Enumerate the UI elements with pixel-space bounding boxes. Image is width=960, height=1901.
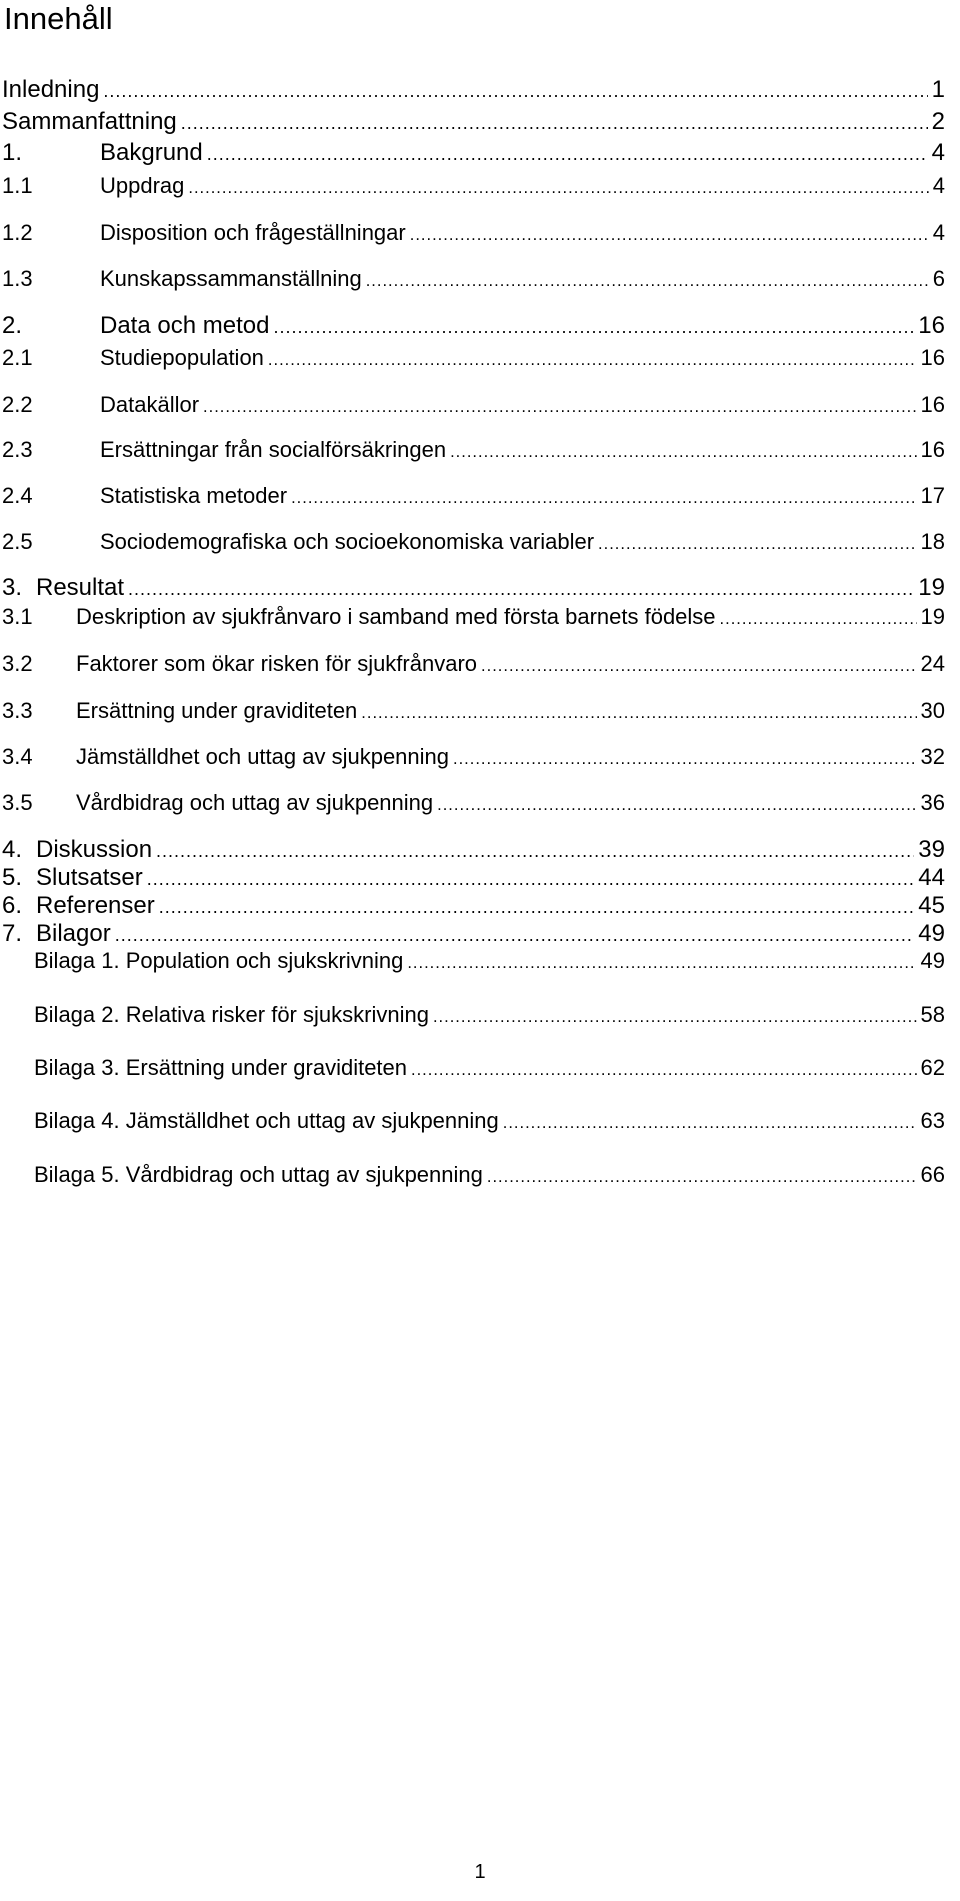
dot-leader [481, 658, 916, 675]
toc-entry-number: 1. [2, 139, 23, 166]
toc-entry[interactable] [0, 922, 945, 946]
dot-leader [291, 490, 916, 507]
toc-entry-title: Referenser [36, 892, 155, 919]
toc-entry-title: Bilaga 4. Jämställdhet och uttag av sjukpenning [34, 1108, 499, 1133]
dot-leader [103, 82, 927, 100]
toc-entry-page: 30 [920, 698, 945, 723]
toc-entry-page: 18 [920, 529, 945, 554]
toc-entry-page: 63 [920, 1108, 945, 1133]
toc-entry[interactable] [0, 838, 945, 862]
toc-entry-page: 16 [920, 392, 945, 417]
toc-entry-title: Kunskapssammanställning [100, 266, 362, 291]
dot-leader [147, 870, 915, 888]
toc-entry-title: Slutsatser [36, 864, 143, 891]
toc-entry-number: 4. [2, 836, 23, 863]
toc-entry-title: Bilaga 1. Population och sjukskrivning [34, 948, 404, 973]
toc-entry[interactable] [0, 792, 945, 814]
toc-entry-page: 45 [918, 892, 945, 919]
toc-entry-page: 66 [920, 1162, 945, 1187]
dot-leader [450, 444, 916, 461]
toc-entry-page: 58 [920, 1002, 945, 1027]
toc-entry-page: 39 [918, 836, 945, 863]
dot-leader [268, 352, 917, 369]
toc-entry[interactable] [0, 314, 945, 338]
toc-entry[interactable] [0, 700, 945, 722]
toc-entry-number: 2.4 [2, 483, 33, 508]
toc-entry-page: 19 [918, 574, 945, 601]
toc-entry-number: 1.2 [2, 220, 33, 245]
toc-entry-page: 19 [920, 604, 945, 629]
toc-entry-title: Resultat [36, 574, 125, 601]
toc-entry-number: 6. [2, 892, 23, 919]
toc-entry-number: 2. [2, 312, 23, 339]
toc-entry-number: 3.1 [2, 604, 33, 629]
toc-entry-title: Uppdrag [100, 173, 185, 198]
toc-entry-page: 16 [920, 345, 945, 370]
toc-entry-page: 4 [932, 220, 945, 245]
toc-entry[interactable] [0, 1057, 945, 1079]
toc-entry-number: 2.5 [2, 529, 33, 554]
toc-entry-number: 2.3 [2, 437, 33, 462]
dot-leader [181, 114, 928, 132]
toc-entry-title: Diskussion [36, 836, 153, 863]
dot-leader [410, 227, 929, 244]
toc-entry[interactable] [0, 746, 945, 768]
dot-leader [598, 536, 916, 553]
toc-entry[interactable] [0, 531, 945, 553]
dot-leader [453, 751, 917, 768]
dot-leader [433, 1009, 917, 1026]
toc-entry[interactable] [0, 1004, 945, 1026]
dot-leader [437, 797, 916, 814]
toc-entry-page: 6 [932, 266, 945, 291]
toc-entry-title: Studiepopulation [100, 345, 264, 370]
dot-leader [207, 145, 928, 163]
page-title: Innehåll [4, 1, 113, 36]
toc-entry-title: Bilagor [36, 920, 111, 947]
toc-entry-title: Sociodemografiska och socioekonomiska variabler [100, 529, 595, 554]
dot-leader [503, 1115, 917, 1132]
toc-entry[interactable] [0, 439, 945, 461]
toc-entry-page: 49 [918, 920, 945, 947]
dot-leader [156, 842, 914, 860]
toc-entry-page: 36 [920, 790, 945, 815]
toc-entry-title: Bilaga 5. Vårdbidrag och uttag av sjukpenning [34, 1162, 483, 1187]
toc-entry-page: 17 [920, 483, 945, 508]
dot-leader [128, 580, 914, 598]
dot-leader [115, 926, 915, 944]
toc-entry[interactable] [0, 268, 945, 290]
toc-entry-title: Data och metod [100, 312, 270, 339]
toc-entry[interactable] [0, 78, 945, 102]
toc-entry-number: 1.1 [2, 173, 33, 198]
toc-entry-page: 62 [920, 1055, 945, 1080]
toc-entry-title: Bakgrund [100, 139, 203, 166]
toc-entry-title: Statistiska metoder [100, 483, 288, 508]
toc-entry[interactable] [0, 1164, 945, 1186]
toc-entry-number: 3.2 [2, 651, 33, 676]
toc-entry[interactable] [0, 576, 945, 600]
page-number: 1 [474, 1861, 486, 1883]
toc-entry-page: 4 [932, 173, 945, 198]
toc-entry-number: 3.4 [2, 744, 33, 769]
toc-entry[interactable] [0, 110, 945, 134]
toc-entry[interactable] [0, 653, 945, 675]
toc-entry-number: 1.3 [2, 266, 33, 291]
dot-leader [361, 705, 916, 722]
toc-entry-page: 16 [920, 437, 945, 462]
toc-entry[interactable] [0, 606, 945, 628]
toc-entry[interactable] [0, 485, 945, 507]
toc-entry-title: Vårdbidrag och uttag av sjukpenning [76, 790, 434, 815]
toc-entry[interactable] [0, 347, 945, 369]
toc-entry[interactable] [0, 141, 945, 165]
toc-entry[interactable] [0, 175, 945, 197]
toc-entry-page: 1 [931, 76, 945, 103]
toc-entry-number: 3.5 [2, 790, 33, 815]
toc-entry-number: 3. [2, 574, 23, 601]
toc-entry[interactable] [0, 950, 945, 972]
toc-entry-number: 3.3 [2, 698, 33, 723]
toc-entry-number: 5. [2, 864, 23, 891]
toc-entry[interactable] [0, 394, 945, 416]
dot-leader [188, 180, 928, 197]
toc-entry[interactable] [0, 866, 945, 890]
toc-entry-title: Disposition och frågeställningar [100, 220, 406, 245]
toc-entry-title: Faktorer som ökar risken för sjukfrånvaro [76, 651, 478, 676]
dot-leader [487, 1169, 917, 1186]
toc-entry-title: Bilaga 2. Relativa risker för sjukskrivning [34, 1002, 429, 1027]
toc-entry-page: 24 [920, 651, 945, 676]
toc-entry-page: 32 [920, 744, 945, 769]
toc-entry[interactable] [0, 1110, 945, 1132]
toc-entry-number: 2.2 [2, 392, 33, 417]
toc-entry-page: 2 [931, 108, 945, 135]
toc-entry-number: 7. [2, 920, 23, 947]
dot-leader [411, 1062, 917, 1079]
toc-entry-page: 44 [918, 864, 945, 891]
toc-entry-title: Bilaga 3. Ersättning under graviditeten [34, 1055, 408, 1080]
toc-entry[interactable] [0, 222, 945, 244]
toc-entry-title: Inledning [2, 76, 100, 103]
toc-entry-title: Deskription av sjukfrånvaro i samband med första barnets födelse [76, 604, 716, 629]
dot-leader [366, 273, 929, 290]
toc-entry-title: Sammanfattning [2, 108, 177, 135]
dot-leader [159, 898, 915, 916]
toc-entry-title: Jämställdhet och uttag av sjukpenning [76, 744, 450, 769]
toc-entry-page: 4 [931, 139, 945, 166]
toc-entry-number: 2.1 [2, 345, 33, 370]
toc-entry-title: Ersättningar från socialförsäkringen [100, 437, 447, 462]
toc-entry-title: Ersättning under graviditeten [76, 698, 358, 723]
dot-leader [273, 318, 914, 336]
dot-leader [407, 955, 916, 972]
toc-entry[interactable] [0, 894, 945, 918]
dot-leader [720, 611, 917, 628]
toc-entry-page: 49 [920, 948, 945, 973]
toc-entry-title: Datakällor [100, 392, 200, 417]
dot-leader [203, 399, 916, 416]
toc-entry-page: 16 [918, 312, 945, 339]
